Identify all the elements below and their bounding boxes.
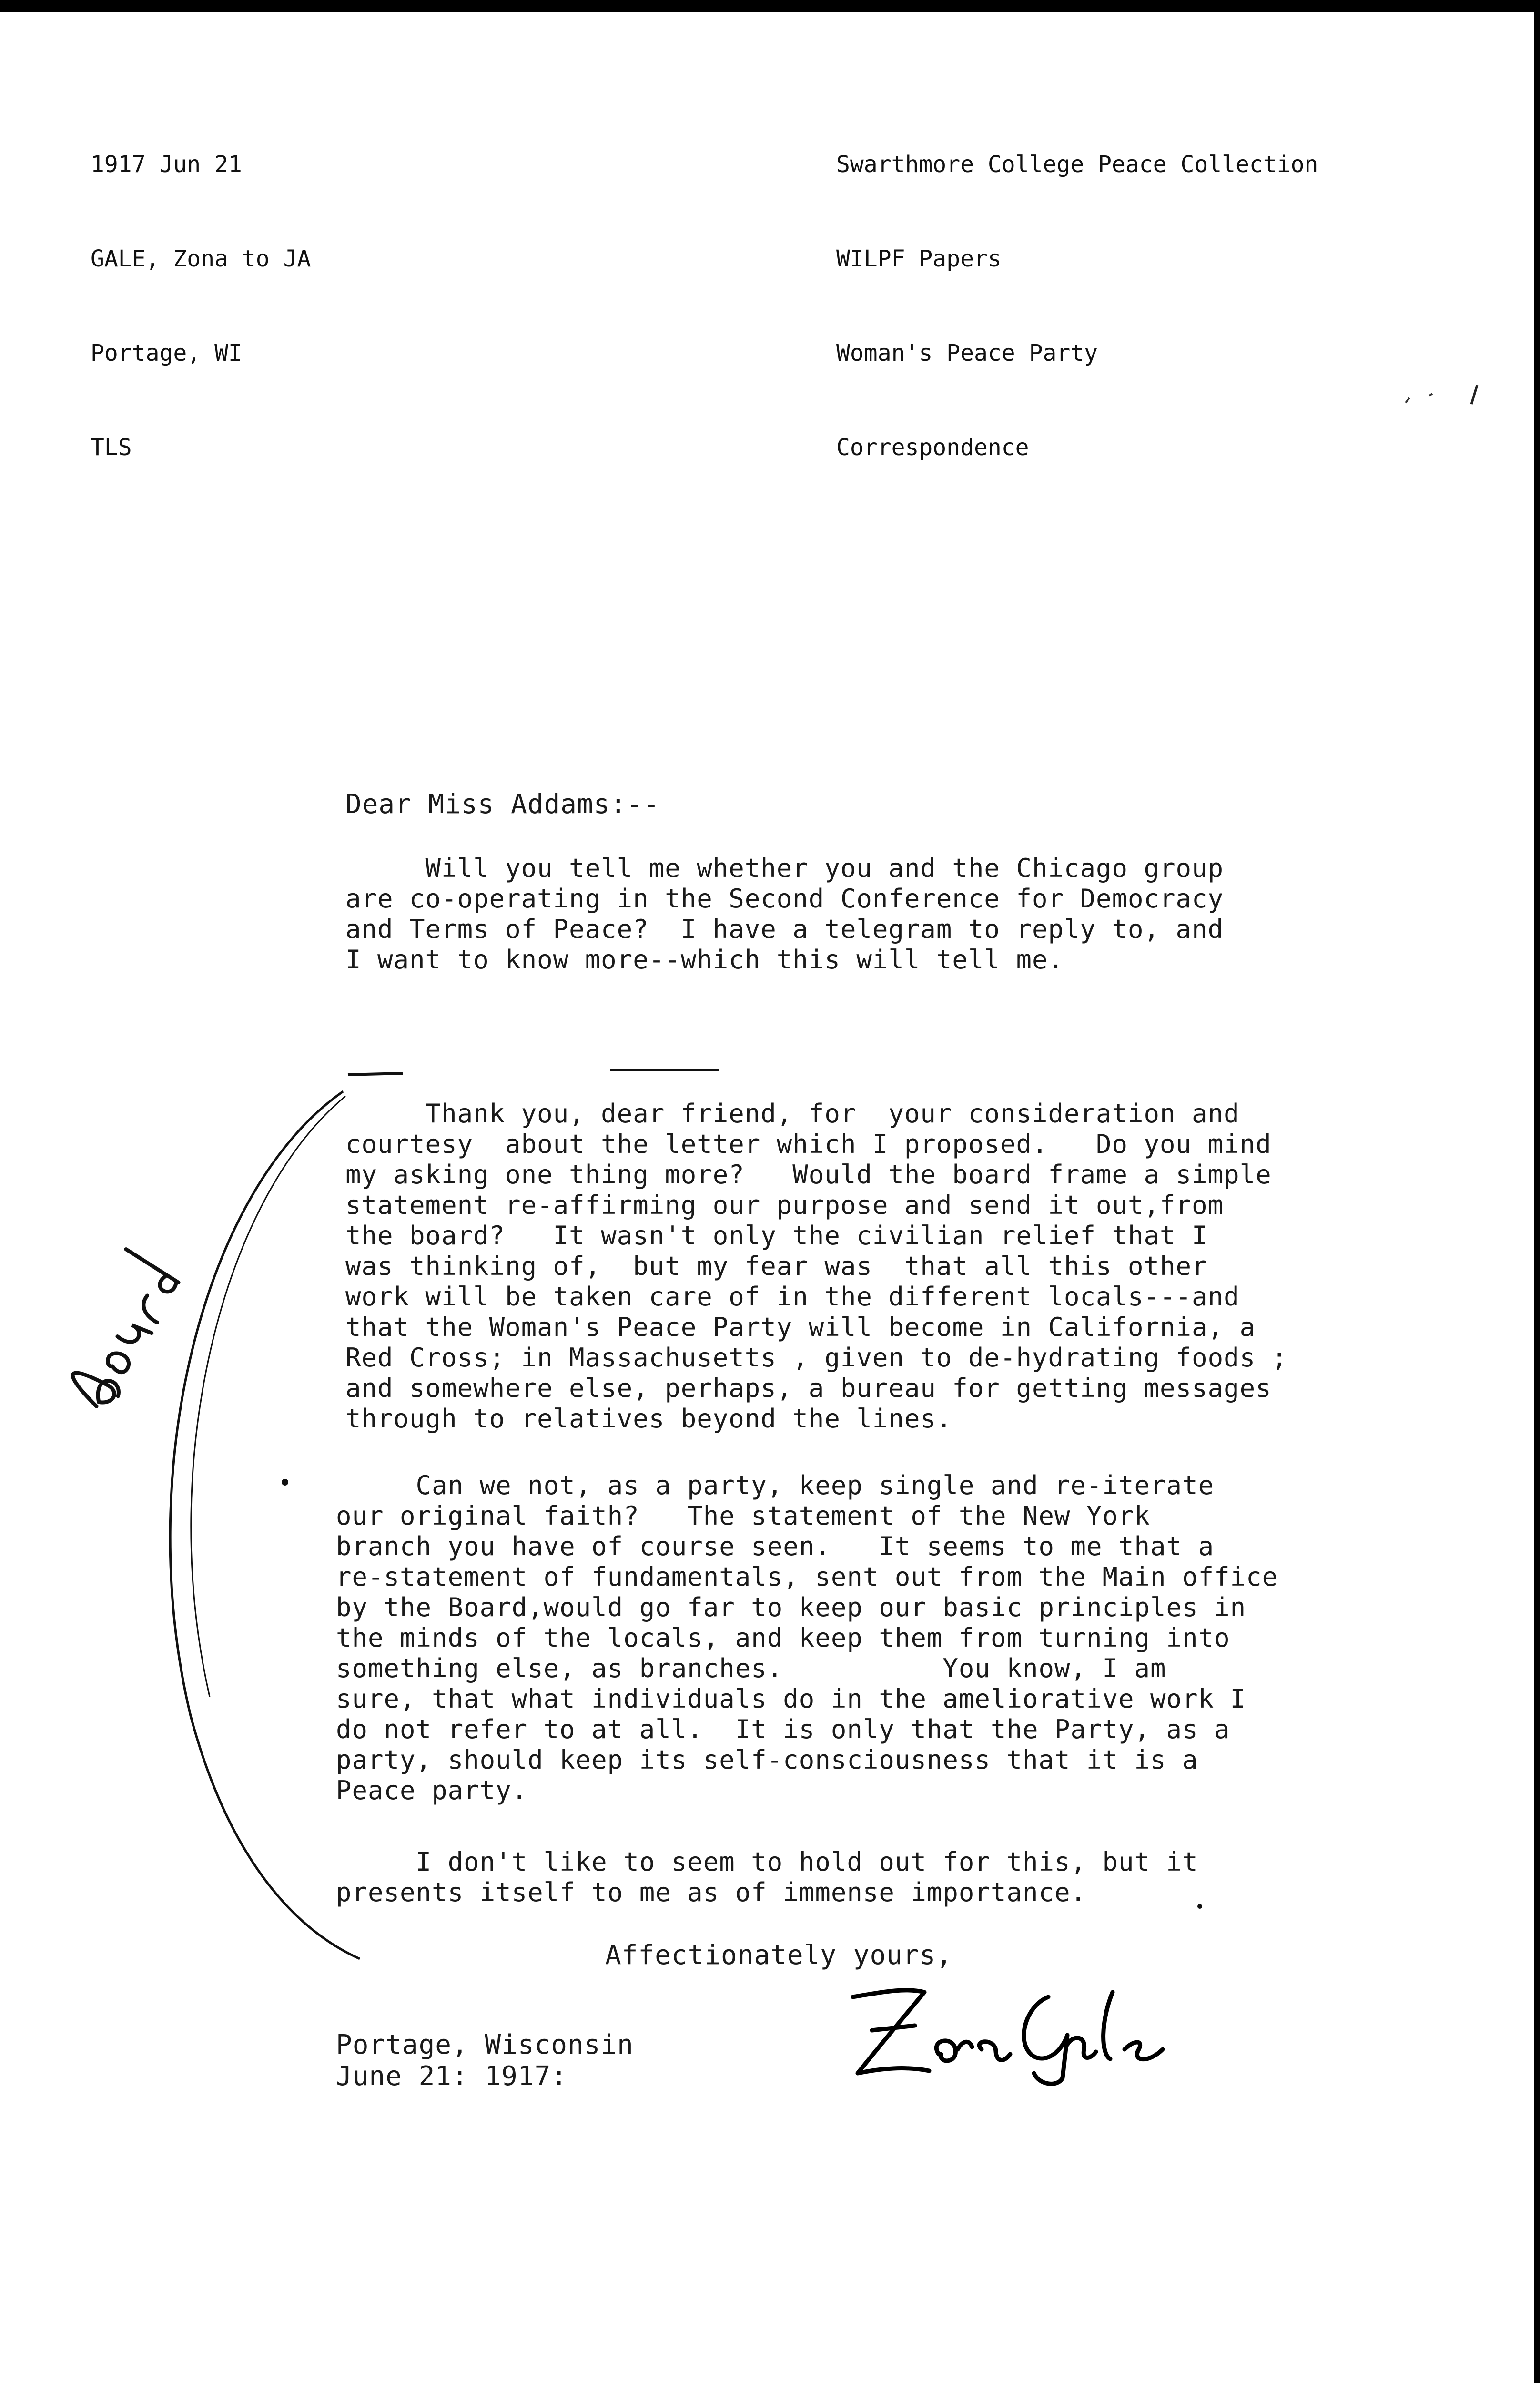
place-line: Portage, Wisconsin [336, 2029, 634, 2060]
catalog-correspondents: GALE, Zona to JA [91, 245, 311, 272]
organization: Woman's Peace Party [836, 340, 1098, 367]
stray-dot [282, 1479, 288, 1486]
date-line: June 21: 1917: [336, 2061, 568, 2092]
closing: Affectionately yours, [605, 1940, 953, 1971]
paragraph-3: Can we not, as a party, keep single and re-iterate our original faith? The statement of the New York branch you have of course seen. It seems to me that a re-statement of fundamentals, sent out from the Main office by the Board,would go far to keep our basic principles in the minds of the locals, and keep them from turning into something else, as branches. You know, I am sure, that what individuals do in the ameliorative work I do not refer to at all. It is only that the Party, as a party, should keep its self-consciousness that it is a Peace party. [336, 1470, 1278, 1805]
stray-dot-2 [1197, 1904, 1202, 1909]
margin-handwriting [57, 1201, 191, 1468]
margin-bracket-inner [191, 1096, 345, 1697]
folder-type: Correspondence [836, 434, 1029, 461]
paragraph-2: Thank you, dear friend, for your consideration and courtesy about the letter which I proposed. Do you mind my asking one thing more? Would the board frame a simple statement re-affirming our purpose and send it out,from the board? It wasn't only the civilian relief that I was thinking of, but my fear was that all this other work will be taken care of in the different locals---and that the Woman's Peace Party will become in California, a Red Cross; in Massachusetts , given to de-hydrating foods ; and somewhere else, perhaps, a bureau for getting messages through to relatives beyond the lines. [345, 1099, 1288, 1434]
catalog-date: 1917 Jun 21 [91, 151, 242, 178]
papers-series: WILPF Papers [836, 245, 1002, 272]
catalog-place: Portage, WI [91, 340, 242, 367]
catalog-type: TLS [91, 434, 132, 461]
short-rule-left [348, 1073, 403, 1075]
margin-bracket [170, 1091, 360, 1959]
salutation: Dear Miss Addams:-- [345, 789, 660, 820]
paragraph-4: I don't like to seem to hold out for this, but it presents itself to me as of immense importance. [336, 1847, 1198, 1907]
paragraph-1: Will you tell me whether you and the Chicago group are co-operating in the Second Conference for Democracy and Terms of Peace? I have a telegram to reply to, and I want to know more--which this will tell me. [345, 853, 1224, 975]
signature [843, 1978, 1167, 2088]
collection-name: Swarthmore College Peace Collection [836, 151, 1318, 178]
